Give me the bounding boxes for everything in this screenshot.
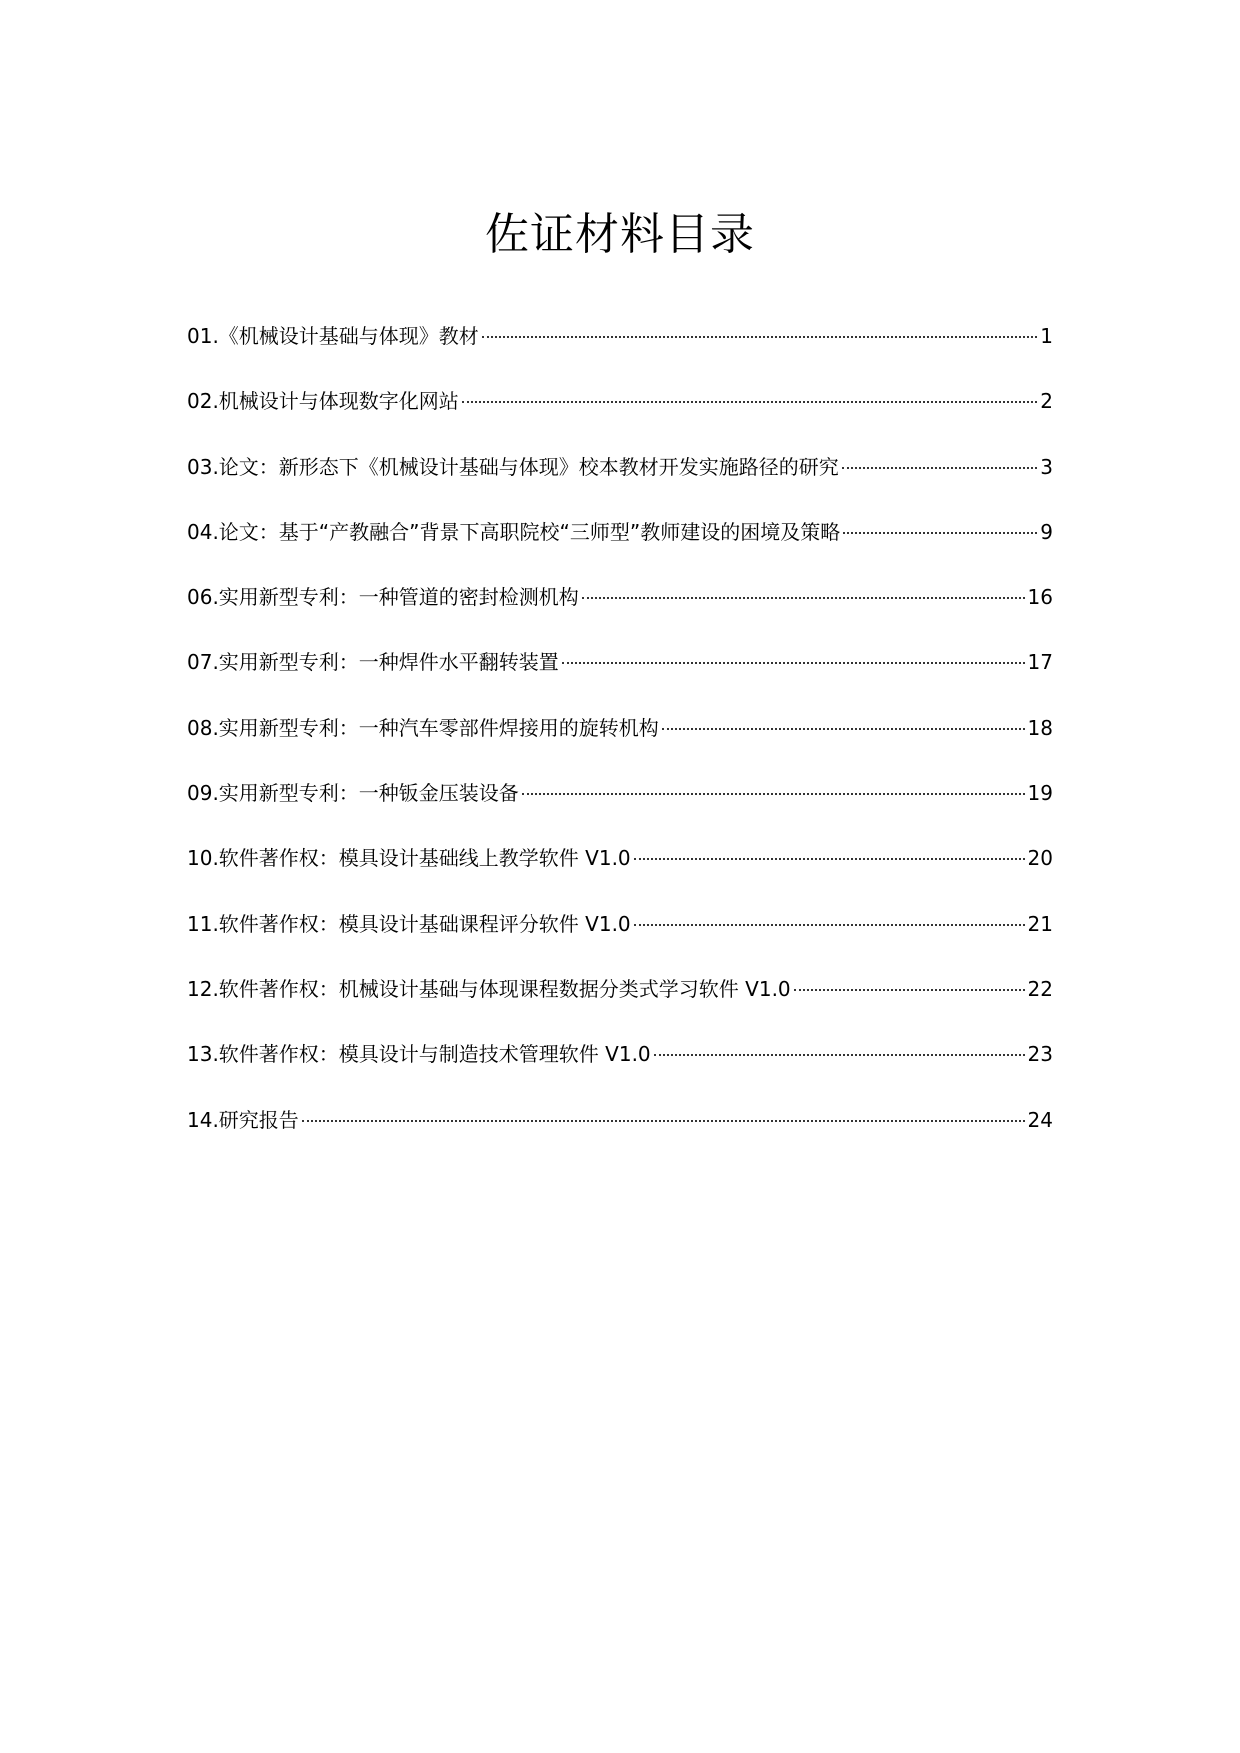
toc-entry-label: 02.机械设计与体现数字化网站 xyxy=(187,389,459,414)
toc-dot-leader xyxy=(662,728,1025,730)
toc-entry-label: 09.实用新型专利：一种钣金压装设备 xyxy=(187,781,519,806)
toc-entry xyxy=(187,779,1053,844)
page-title: 佐证材料目录 xyxy=(485,209,755,261)
table-of-contents xyxy=(187,322,1053,1171)
toc-dot-leader xyxy=(522,793,1025,795)
toc-dot-leader xyxy=(634,924,1025,926)
toc-dot-leader xyxy=(482,336,1037,338)
toc-entry xyxy=(187,975,1053,1040)
toc-entry-label: 04.论文：基于“产教融合”背景下高职院校“三师型”教师建设的困境及策略 xyxy=(187,519,841,544)
toc-entry xyxy=(187,844,1053,909)
toc-entry-label: 03.论文：新形态下《机械设计基础与体现》校本教材开发实施路径的研究 xyxy=(187,454,839,479)
toc-dot-leader xyxy=(842,467,1037,469)
toc-dot-leader xyxy=(302,1120,1025,1122)
toc-entry xyxy=(187,583,1053,648)
toc-entry xyxy=(187,387,1053,452)
toc-entry xyxy=(187,648,1053,713)
toc-page-number: 9 xyxy=(1040,519,1053,544)
toc-entry xyxy=(187,453,1053,518)
toc-page-number: 19 xyxy=(1027,781,1053,806)
toc-entry-label: 08.实用新型专利：一种汽车零部件焊接用的旋转机构 xyxy=(187,715,659,740)
toc-entry-label: 06.实用新型专利：一种管道的密封检测机构 xyxy=(187,585,579,610)
toc-entry-label: 11.软件著作权：模具设计基础课程评分软件 V1.0 xyxy=(187,911,631,936)
toc-entry-label: 10.软件著作权：模具设计基础线上教学软件 V1.0 xyxy=(187,846,631,871)
toc-entry xyxy=(187,518,1053,583)
toc-entry-label: 12.软件著作权：机械设计基础与体现课程数据分类式学习软件 V1.0 xyxy=(187,976,791,1001)
toc-entry-label: 01.《机械设计基础与体现》教材 xyxy=(187,324,479,348)
toc-entry xyxy=(187,1040,1053,1105)
toc-entry-label: 13.软件著作权：模具设计与制造技术管理软件 V1.0 xyxy=(187,1042,651,1067)
toc-entry xyxy=(187,910,1053,975)
toc-dot-leader xyxy=(794,989,1025,991)
toc-entry xyxy=(187,714,1053,779)
toc-page-number: 2 xyxy=(1040,389,1053,414)
toc-entry-label: 07.实用新型专利：一种焊件水平翻转装置 xyxy=(187,650,559,675)
toc-page-number: 24 xyxy=(1027,1107,1053,1132)
toc-page-number: 17 xyxy=(1027,650,1053,675)
toc-dot-leader xyxy=(562,662,1025,664)
toc-dot-leader xyxy=(582,597,1025,599)
toc-dot-leader xyxy=(843,532,1037,534)
toc-page-number: 1 xyxy=(1040,324,1053,348)
toc-page-number: 20 xyxy=(1027,846,1053,871)
toc-dot-leader xyxy=(634,858,1025,860)
toc-entry xyxy=(187,1106,1053,1171)
toc-dot-leader xyxy=(462,401,1037,403)
toc-dot-leader xyxy=(654,1054,1025,1056)
toc-page-number: 22 xyxy=(1027,976,1053,1001)
toc-page-number: 3 xyxy=(1040,454,1053,479)
toc-entry-label: 14.研究报告 xyxy=(187,1107,299,1132)
toc-page-number: 18 xyxy=(1027,715,1053,740)
toc-page-number: 16 xyxy=(1027,585,1053,610)
toc-page-number: 23 xyxy=(1027,1042,1053,1067)
toc-page-number: 21 xyxy=(1027,911,1053,936)
toc-entry xyxy=(187,322,1053,387)
